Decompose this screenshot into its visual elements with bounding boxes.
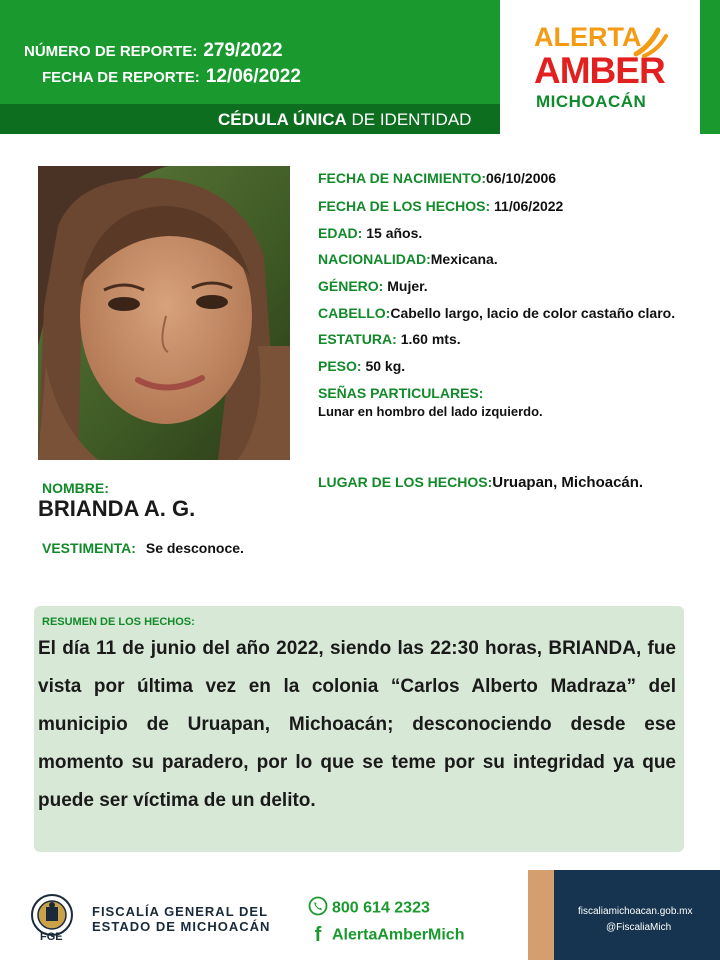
detail-value: Mujer. bbox=[387, 278, 428, 294]
detail-label: FECHA DE NACIMIENTO: bbox=[318, 170, 486, 186]
footer-accent-strip bbox=[528, 870, 554, 960]
cedula-title-rest: DE IDENTIDAD bbox=[346, 110, 472, 129]
missing-person-photo bbox=[38, 166, 290, 460]
fge-seal-label: FGE bbox=[40, 931, 63, 943]
report-number-value: 279/2022 bbox=[203, 40, 283, 61]
report-date-value: 12/06/2022 bbox=[205, 66, 301, 87]
detail-label: SEÑAS PARTICULARES: bbox=[318, 385, 484, 401]
event-place-label: LUGAR DE LOS HECHOS: bbox=[318, 474, 493, 490]
summary-text bbox=[38, 630, 676, 820]
summary-text-part2: , fue vista por última vez en la colonia “Carlos Alberto Madraza” del municipio de Uruapan, Michoacán; desconociendo desde ese momento su paradero, por lo que se teme por su integridad ya que puede ser víctima de un delito. bbox=[38, 638, 677, 811]
facebook-handle: AlertaAmberMich bbox=[332, 926, 465, 944]
signal-waves-icon bbox=[632, 24, 672, 58]
fge-seal-icon bbox=[26, 893, 78, 943]
clothing-value: Se desconoce. bbox=[145, 540, 244, 556]
summary-title: RESUMEN DE LOS HECHOS: bbox=[42, 616, 195, 628]
cedula-title-bold: CÉDULA ÚNICA bbox=[218, 110, 347, 129]
fge-org-line1: FISCALÍA GENERAL DEL bbox=[92, 904, 269, 919]
detail-label: FECHA DE LOS HECHOS: bbox=[318, 198, 491, 214]
report-number bbox=[24, 40, 283, 62]
detail-marks bbox=[318, 385, 483, 401]
cedula-title bbox=[218, 110, 471, 130]
alerta-amber-logo bbox=[534, 22, 674, 114]
detail-value: Cabello largo, lacio de color castaño claro. bbox=[390, 305, 676, 321]
detail-weight bbox=[318, 358, 405, 374]
detail-value: 15 años. bbox=[366, 225, 423, 241]
detail-nationality bbox=[318, 251, 498, 267]
detail-value: 1.60 mts. bbox=[400, 331, 461, 347]
detail-marks-value: Lunar en hombro del lado izquierdo. bbox=[318, 404, 543, 419]
person-name: BRIANDA A. G. bbox=[38, 496, 196, 521]
detail-label: ESTATURA: bbox=[318, 331, 397, 347]
name-label: NOMBRE: bbox=[42, 480, 109, 496]
summary-text-part1: El día 11 de junio del año 2022, siendo las 22:30 horas, bbox=[38, 638, 549, 659]
detail-age bbox=[318, 225, 422, 241]
logo-line-alerta: ALERTA bbox=[534, 22, 642, 52]
detail-event-date bbox=[318, 198, 563, 214]
logo-line-amber: AMBER bbox=[534, 50, 665, 91]
report-number-label: NÚMERO DE REPORTE: bbox=[24, 43, 198, 60]
phone-number: 800 614 2323 bbox=[332, 899, 430, 917]
detail-label: GÉNERO: bbox=[318, 278, 384, 294]
report-date-label: FECHA DE REPORTE: bbox=[42, 69, 200, 86]
clothing-label: VESTIMENTA: bbox=[42, 540, 136, 556]
detail-birthdate bbox=[318, 170, 556, 186]
detail-label: PESO: bbox=[318, 358, 362, 374]
phone-contact[interactable] bbox=[308, 896, 430, 921]
twitter-handle[interactable]: @FiscaliaMich bbox=[606, 922, 672, 933]
facebook-contact[interactable] bbox=[308, 924, 464, 947]
phone-icon bbox=[308, 896, 328, 921]
header-edge-strip bbox=[700, 0, 720, 134]
detail-value: Mexicana. bbox=[430, 251, 498, 267]
logo-line-michoacan: MICHOACÁN bbox=[536, 92, 647, 111]
website-link[interactable]: fiscaliamichoacan.gob.mx bbox=[578, 906, 693, 917]
detail-label: NACIONALIDAD: bbox=[318, 251, 431, 267]
detail-label: CABELLO: bbox=[318, 305, 391, 321]
fge-org-line2: ESTADO DE MICHOACÁN bbox=[92, 919, 271, 934]
event-place-value: Uruapan, Michoacán. bbox=[492, 474, 644, 491]
detail-label: EDAD: bbox=[318, 225, 363, 241]
detail-height bbox=[318, 331, 461, 347]
fge-org-name bbox=[92, 904, 270, 934]
detail-hair bbox=[318, 305, 675, 321]
detail-value: 11/06/2022 bbox=[494, 198, 564, 214]
facebook-icon: f bbox=[314, 924, 322, 946]
detail-gender bbox=[318, 278, 428, 294]
clothing bbox=[42, 540, 244, 556]
detail-value: 50 kg. bbox=[365, 358, 406, 374]
event-place bbox=[318, 474, 643, 491]
summary-box bbox=[34, 606, 684, 852]
detail-value: 06/10/2006 bbox=[486, 170, 557, 186]
report-date bbox=[42, 66, 301, 88]
summary-text-name: BRIANDA bbox=[548, 638, 636, 659]
